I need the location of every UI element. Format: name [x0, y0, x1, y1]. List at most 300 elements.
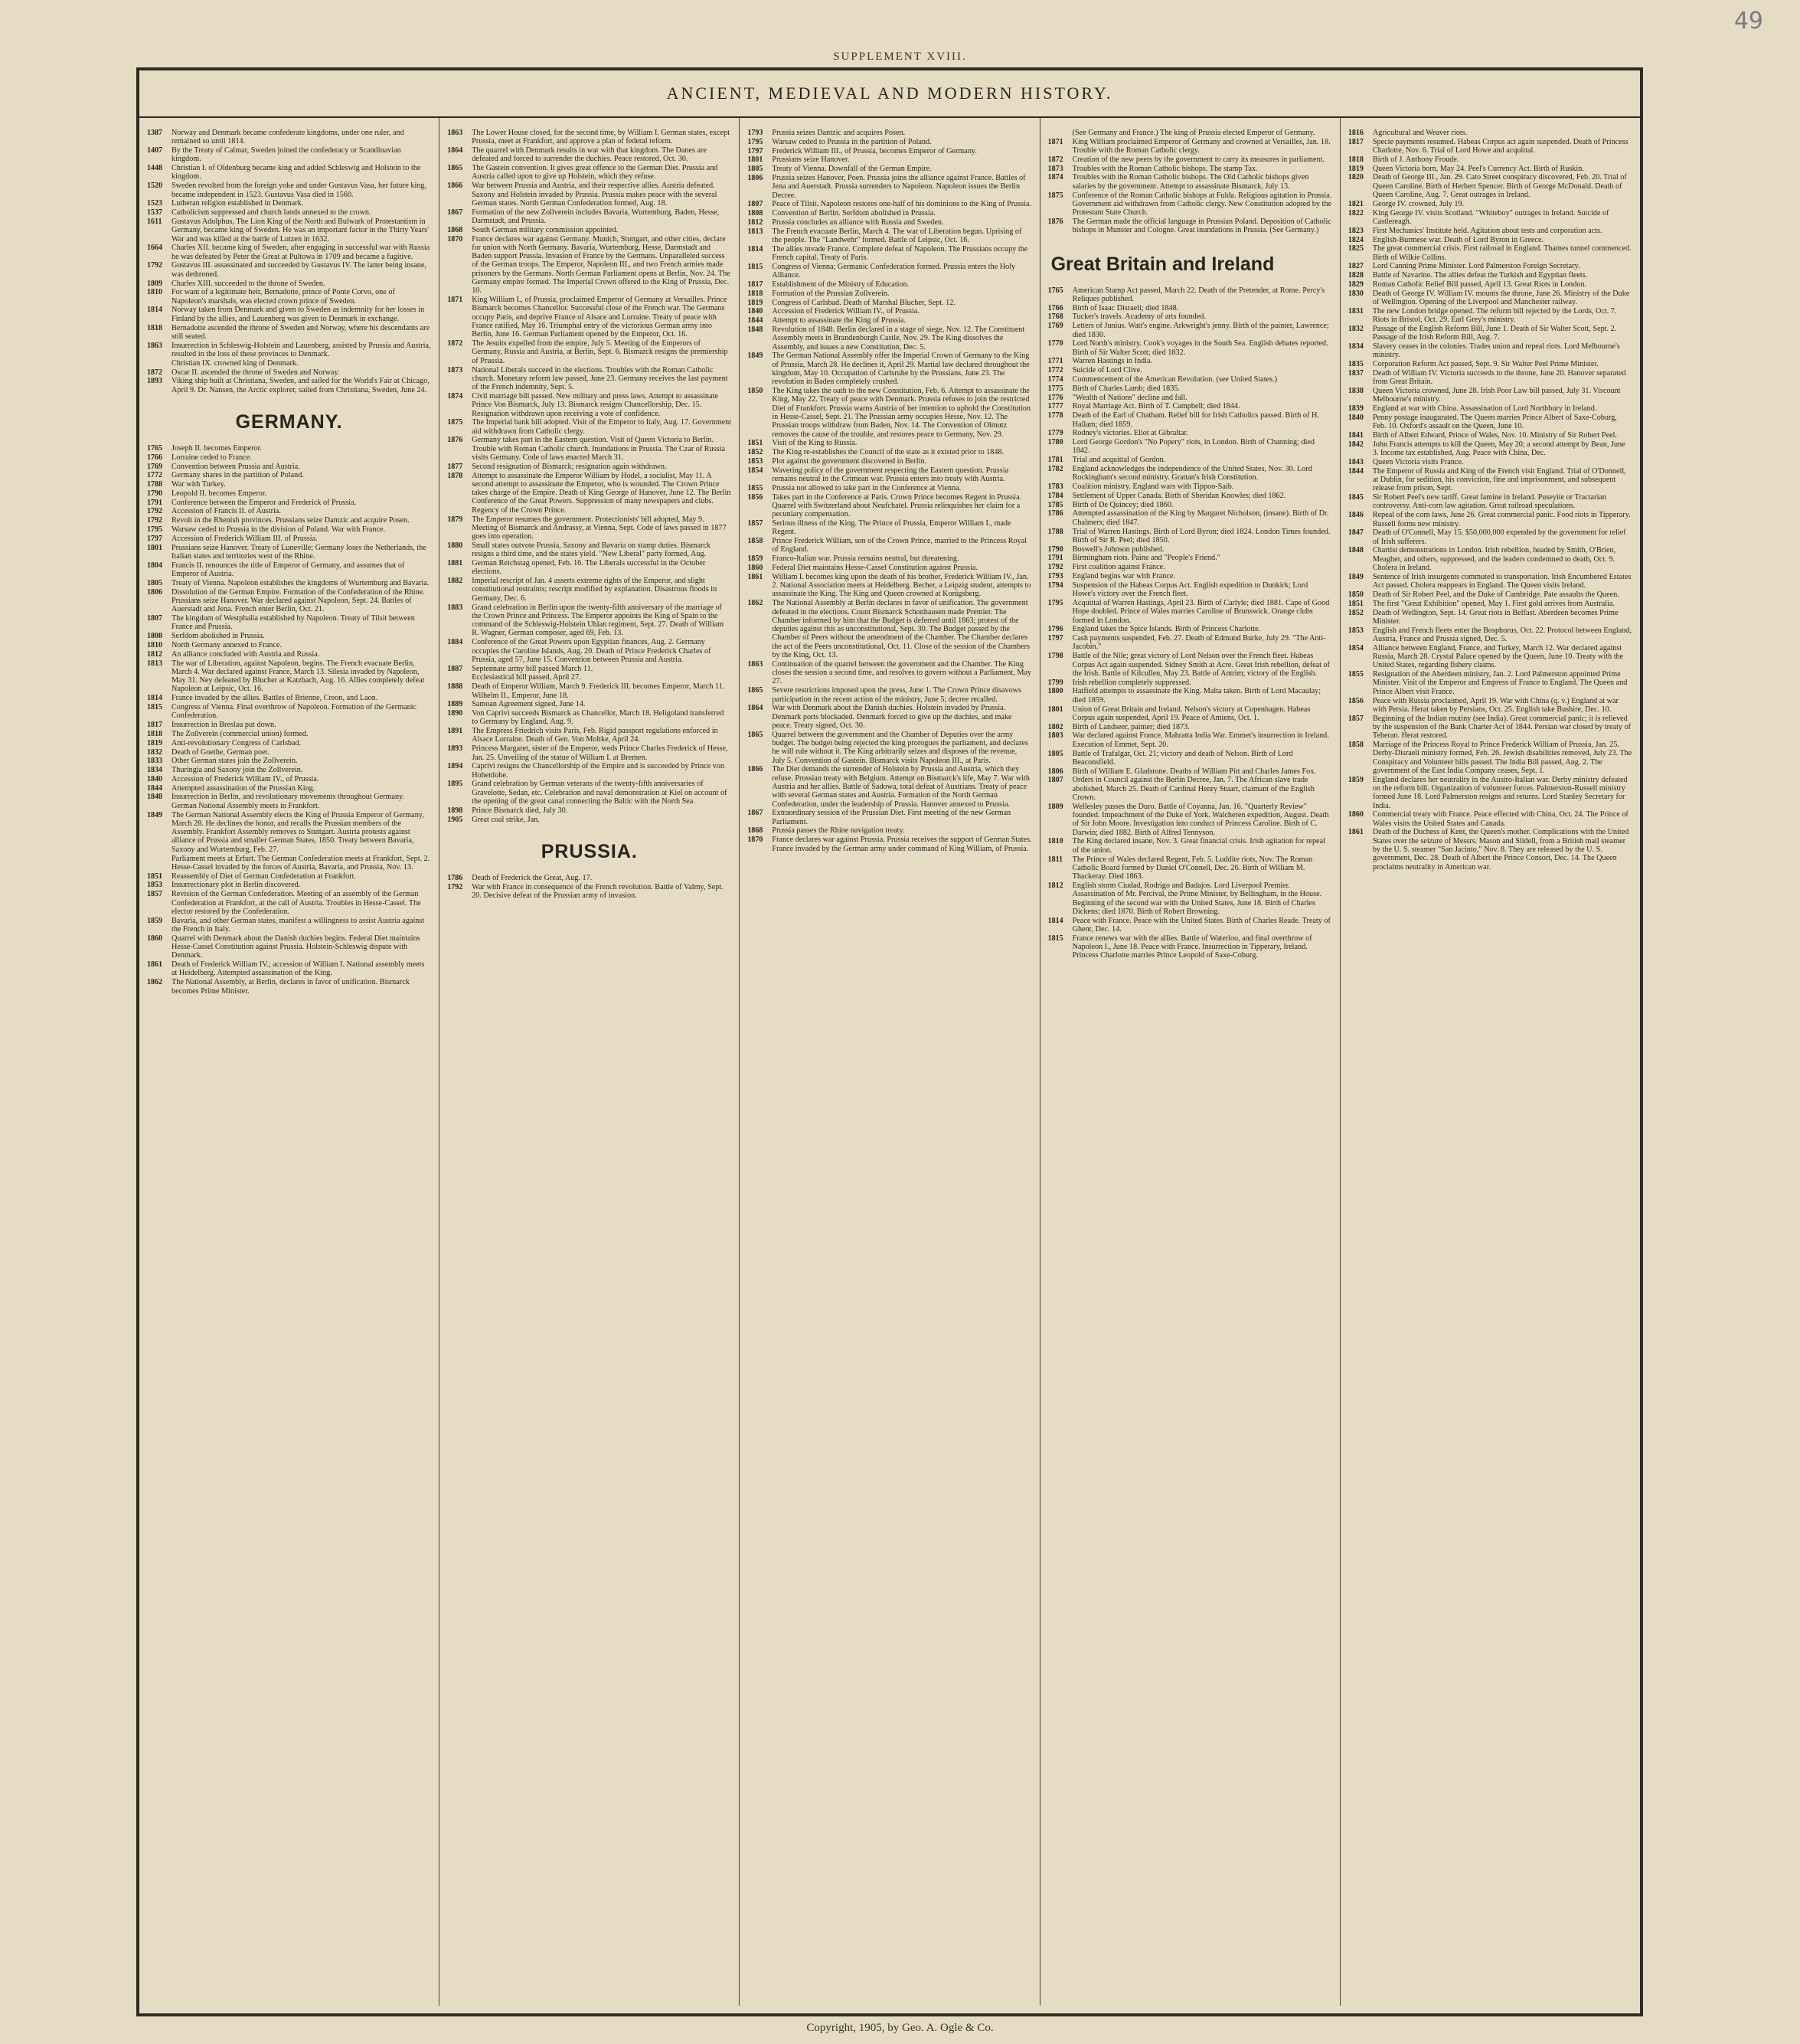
- history-entry: [747, 836, 1031, 853]
- entry-year: 1850: [1348, 590, 1364, 599]
- history-entry: [147, 917, 431, 934]
- history-entry: [447, 816, 731, 824]
- history-entry: [1048, 322, 1332, 339]
- entry-year: 1872: [447, 339, 463, 348]
- entry-text: England at war with China. Assassination of Lord Northbury in Ireland.: [1372, 404, 1597, 414]
- entry-year: 1810: [1047, 837, 1063, 846]
- history-entry: [147, 507, 431, 515]
- history-entry: [747, 245, 1031, 263]
- history-entry: [1048, 357, 1332, 365]
- entry-text: The new London bridge opened. The reform bill rejected by the Lords, Oct. 7. Riots in Bristol, Oct. 29. Earl Grey's ministry.: [1372, 306, 1617, 325]
- history-entry: [1048, 528, 1332, 545]
- history-entry: [747, 809, 1031, 826]
- entry-text: Accession of Francis II. of Austria.: [172, 507, 281, 516]
- entry-year: 1876: [1047, 217, 1063, 226]
- entry-year: 1797: [747, 146, 763, 155]
- history-entry: [147, 748, 431, 757]
- entry-text: The German National Assembly offer the Imperial Crown of Germany to the King of Prussia, March 28. He declines it, April 29. Martial law declared throughout the kingdom, May 10. Occupation of Carlsruhe by the Prussians, June 23. The revolution in Baden completely crushed.: [772, 352, 1030, 387]
- entry-text: Treaty of Vienna. Downfall of the German Empire.: [772, 165, 932, 174]
- history-entry: [147, 721, 431, 729]
- entry-year: 1796: [1047, 625, 1063, 634]
- history-entry: [747, 493, 1031, 519]
- entry-text: Repeal of the corn laws, June 26. Great commercial panic. Food riots in Tipperary. Russell forms new ministry.: [1372, 511, 1631, 528]
- entry-text: The National Assembly at Berlin declares in favor of unification. The government defeated in the elections. Count Bismarck Schonhausen made Premier. The Chamber informed by him that the Budget is deferred until 1863; protest of the deputies against this as unconstitutional, Sept. 30. The Budget passed by the Chamber of Peers without the amendment of the Chamber. The Chamber declares the act of the Peers unconstitutional, Oct. 11. Close of the session of the Chambers by the King, Oct. 13.: [772, 599, 1030, 660]
- entry-text: Frederick William III., of Prussia, becomes Emperor of Germany.: [772, 146, 977, 155]
- entry-year: 1771: [1047, 357, 1063, 366]
- entry-year: 1520: [147, 182, 162, 191]
- entry-text: Peace with France. Peace with the United States. Birth of Charles Reade. Treaty of Ghent, Dec. 14.: [1072, 916, 1331, 934]
- history-entry: [747, 484, 1031, 492]
- history-entry: [1048, 173, 1332, 191]
- entry-year: 1800: [1047, 687, 1063, 696]
- entry-text: Letters of Junius. Watt's engine. Arkwright's jenny. Birth of the painter, Lawrence; died 1830.: [1072, 322, 1329, 339]
- entry-text: Cash payments suspended, Feb. 27. Death of Edmund Burke, July 29. "The Anti-Jacobin.": [1072, 634, 1326, 652]
- entry-year: 1875: [447, 418, 463, 427]
- entry-year: 1858: [1348, 740, 1364, 749]
- entry-text: Revision of the German Confederation. Meeting of an assembly of the German Confederation at Frankfort, at the call of Austria. Troubles in Hesse-Cassel. The elector restored by the Confederation.: [172, 890, 421, 916]
- entry-text: Irish rebellion completely suppressed.: [1072, 678, 1191, 687]
- history-entry: [1048, 581, 1332, 599]
- entry-year: 1868: [447, 225, 463, 234]
- entry-text: Queen Victoria born, May 24. Peel's Currency Act. Birth of Ruskin.: [1372, 164, 1584, 173]
- entry-year: 1803: [1047, 731, 1063, 741]
- entry-text: Warren Hastings in India.: [1072, 357, 1153, 366]
- entry-text: Sentence of Irish insurgents commuted to transportation. Irish Encumbered Estates Act passed. Cholera reappears in England. The Queen visits Ireland.: [1372, 572, 1632, 590]
- entry-text: Queen Victoria visits France.: [1372, 457, 1464, 466]
- entry-year: 1819: [147, 738, 162, 747]
- entry-year: 1817: [147, 721, 162, 730]
- entry-year: 1849: [1348, 572, 1364, 581]
- entry-text: Death of the Earl of Chatham. Relief bill for Irish Catholics passed. Birth of H. Hallam; died 1859.: [1072, 411, 1319, 429]
- entry-text: Agricultural and Weaver riots.: [1372, 129, 1468, 137]
- entry-text: War declared against France. Mahratta India War. Emmet's insurrection in Ireland. Execution of Emmet, Sept. 20.: [1072, 731, 1329, 749]
- columns-container: [139, 118, 1640, 2006]
- entry-text: The King declared insane, Nov. 3. Great financial crisis. Irish agitation for repeal of the union.: [1072, 837, 1325, 855]
- entry-year: 1806: [747, 173, 763, 182]
- entry-year: 1894: [447, 762, 463, 771]
- entry-year: 1795: [747, 137, 763, 146]
- entry-text: For want of a legitimate heir, Bernadotte, prince of Ponte Corvo, one of Napoleon's marshals, was elected crown prince of Sweden.: [172, 288, 395, 306]
- entry-text: Suicide of Lord Clive.: [1072, 366, 1142, 375]
- entry-year: 1866: [447, 182, 463, 191]
- history-entry: [1348, 644, 1632, 670]
- entry-year: 1795: [147, 525, 162, 535]
- entry-year: 1841: [1348, 431, 1364, 440]
- history-entry: [747, 289, 1031, 298]
- history-entry: [1048, 402, 1332, 410]
- entry-text: Small states outvote Prussia, Saxony and Bavaria on stamp duties. Bismarck resigns a third time, and the states yield. "New Liberal" party formed, Aug.: [472, 541, 711, 559]
- entry-text: War between Prussia and Austria, and their respective allies. Austria defeated. Saxony and Holstein invaded by Prussia. Prussia makes peace with the several German states. North German Confederation formed, Aug. 18.: [472, 182, 717, 208]
- history-entry: [1348, 307, 1632, 325]
- entry-text: Peace with Russia proclaimed, April 19. War with China (q. v.) England at war with Persia. Herat taken by Persians, Oct. 25. English take Bushire, Dec. 10.: [1372, 696, 1619, 714]
- entry-year: 1786: [1047, 509, 1063, 518]
- entry-year: 1859: [147, 916, 162, 925]
- entry-text: Lutheran religion established in Denmark.: [172, 199, 304, 208]
- entry-year: 1859: [1348, 775, 1364, 784]
- supplement-label: SUPPLEMENT XVIII.: [833, 51, 967, 63]
- entry-year: 1834: [147, 766, 162, 775]
- entry-text: Other German states join the Zollverein.: [172, 757, 298, 766]
- entry-year: 1774: [1047, 375, 1063, 384]
- entry-year: 1814: [147, 306, 162, 315]
- entry-year: 1780: [1047, 438, 1063, 447]
- entry-text: Joseph II. becomes Emperor.: [172, 443, 262, 453]
- entry-year: 1857: [1348, 714, 1364, 723]
- entry-year: 1872: [1047, 155, 1063, 164]
- entry-year: [147, 855, 172, 872]
- entry-year: 1861: [1348, 828, 1364, 837]
- entry-year: 1818: [147, 323, 162, 332]
- entry-year: 1772: [1047, 366, 1063, 375]
- entry-year: [447, 673, 472, 682]
- history-entry: [747, 316, 1031, 325]
- entry-text: Quarrel with Denmark about the Danish duchies begins. Federal Diet maintains Hesse-Cassel Constitution against Prussia. Holstein-Schleswig dispute with Denmark.: [172, 934, 420, 960]
- history-entry: [1348, 810, 1632, 828]
- entry-text: Revolution of 1848. Berlin declared in a stage of siege, Nov. 12. The Constituent Assembly meets in Brandenburgh Castle, Nov. 29. The King dissolves the Assembly, and issues a new Constitution, Dec. 5.: [772, 325, 1025, 352]
- history-entry: [1348, 431, 1632, 440]
- entry-year: 1862: [747, 599, 763, 608]
- entry-text: Death of the Duchess of Kent, the Queen's mother. Complications with the United States over the seizure of Messrs. Mason and Slidell, from a British mail steamer by the U. S. steamer "San Jacinto," Nov. 8. They are released by the U. S. government, Dec. 28. Death of Albert the Prince Consort, Dec. 14. The Queen proclaims neutrality in American war.: [1372, 828, 1629, 872]
- entry-text: The kingdom of Westphalia established by Napoleon. Treaty of Tilsit between France and Prussia.: [172, 614, 415, 632]
- history-entry: [747, 554, 1031, 563]
- entry-year: 1867: [747, 809, 763, 818]
- history-entry: [147, 516, 431, 525]
- entry-text: Death of Wellington, Sept. 14. Great riots in Belfast. Aberdeen becomes Prime Minister.: [1372, 608, 1619, 626]
- history-entry: [147, 855, 431, 872]
- entry-text: Germany shares in the partition of Poland.: [172, 471, 304, 480]
- history-entry: [1048, 687, 1332, 705]
- entry-year: 1889: [447, 700, 463, 709]
- entry-text: North Germany annexed to France.: [172, 640, 282, 649]
- history-entry: [1048, 572, 1332, 580]
- entry-year: [1048, 129, 1073, 137]
- entry-text: Catholicism suppressed and church lands annexed to the crown.: [172, 208, 371, 217]
- entry-year: 1772: [147, 471, 162, 480]
- entry-year: 1853: [747, 456, 763, 466]
- history-entry: [147, 359, 431, 368]
- entry-text: Prince Frederick William, son of the Crown Prince, married to the Princess Royal of England.: [772, 537, 1027, 554]
- entry-text: Lord Canning Prime Minister. Lord Palmerston Foreign Secretary.: [1372, 262, 1580, 271]
- entry-year: 1799: [1047, 678, 1063, 687]
- entry-text: Lorraine ceded to France.: [172, 453, 252, 462]
- entry-year: 1852: [747, 448, 763, 457]
- entry-year: 1775: [1047, 384, 1063, 393]
- history-entry: [147, 288, 431, 306]
- history-entry: [447, 665, 731, 673]
- entry-text: Convention between Prussia and Austria.: [172, 462, 300, 471]
- entry-year: 1834: [1348, 342, 1364, 352]
- history-entry: [147, 632, 431, 640]
- entry-text: Orders in Council against the Berlin Decree, Jan. 7. The African slave trade abolished, March 25. Death of Cardinal Henry Stuart, claimant of the English Crown.: [1072, 776, 1315, 802]
- entry-year: 1802: [1047, 722, 1063, 731]
- entry-text: Gustavus Adolphus, The Lion King of the North and Bulwark of Protestantism in Germany, became king of Sweden. He was an important factor in the Thirty Years' War and was killed at the battle of Lutzen in 1632.: [172, 217, 429, 244]
- entry-text: Federal Diet maintains Hesse-Cassel Constitution against Prussia.: [772, 564, 978, 573]
- history-entry: [747, 660, 1031, 686]
- history-entry: [1048, 191, 1332, 217]
- entry-text: Peace of Tilsit. Napoleon restores one-half of his dominions to the King of Prussia.: [772, 200, 1032, 209]
- entry-year: 1813: [747, 227, 763, 236]
- entry-year: 1792: [147, 516, 162, 525]
- entry-year: 1809: [1047, 802, 1063, 811]
- entry-year: 1791: [147, 498, 162, 507]
- history-entry: [147, 650, 431, 659]
- history-entry: [747, 129, 1031, 137]
- entry-text: Attempt to assassinate the Emperor William by Hodel, a socialist, May 11. A second attempt to assassinate the Emperor, who is wounded. The Crown Prince takes charge of the Empire. Death of King George of Hanover, June 12. The Berlin Conference of the Great Powers. Suppression of many newspapers and clubs. Regency of the Crown Prince.: [472, 471, 731, 515]
- history-entry: [147, 641, 431, 649]
- history-entry: [147, 978, 431, 996]
- entry-text: King William proclaimed Emperor of Germany and crowned at Versailles, Jan. 18. Trouble with the Roman Catholic clergy.: [1072, 137, 1331, 155]
- entry-text: Congress of Carlsbad. Death of Marshal Blucher, Sept. 12.: [772, 298, 956, 307]
- entry-year: 1769: [1047, 322, 1063, 331]
- history-entry: [747, 263, 1031, 280]
- history-entry: [1348, 670, 1632, 696]
- entry-year: 1866: [747, 765, 763, 774]
- entry-text: Prince Bismarck died, July 30.: [472, 806, 568, 815]
- history-entry: [1048, 599, 1332, 625]
- entry-text: The quarrel with Denmark results in war with that kingdom. The Danes are defeated and forced to surrender the duchies. Peace restored, Oct. 30.: [472, 146, 707, 164]
- history-entry: [1048, 652, 1332, 678]
- history-entry: [1348, 236, 1632, 244]
- entry-year: 1448: [147, 164, 162, 173]
- entry-text: Viking ship built at Christiana, Sweden, and sailed for the World's Fair at Chicago, April 9. Dr. Nansen, the Arctic explorer, sailed from Christiana, Sweden, June 24.: [172, 377, 430, 394]
- entry-text: Ecclesiastical bill passed, April 27.: [472, 673, 581, 682]
- entry-year: 1833: [147, 757, 162, 766]
- entry-year: 1861: [747, 572, 763, 581]
- entry-text: The Empress Friedrich visits Paris, Feb. Rigid passport regulations enforced in Alsace Lorraine. Death of Gen. Von Moltke, April 24.: [472, 727, 718, 744]
- entry-text: Roman Catholic Relief Bill passed, April 13. Great Riots in London.: [1372, 280, 1587, 289]
- entry-text: The German made the official language in Prussian Poland. Deposition of Catholic bishops in Munster and Cologne. Great inundations in Prussia. (See Germany.): [1072, 217, 1331, 235]
- entry-year: 1857: [147, 890, 162, 899]
- entry-text: Grand celebration by German veterans of the twenty-fifth anniversaries of Gravelotte, Sedan, etc. Celebration and naval demonstration at Kiel on account of the opening of the great canal connecting the Baltic with the North Sea.: [472, 780, 727, 806]
- entry-year: 1860: [1348, 810, 1364, 819]
- entry-year: 1795: [1047, 598, 1063, 607]
- entry-text: Queen Victoria crowned, June 28. Irish Poor Law bill passed, July 31. Viscount Melbourne's ministry.: [1372, 387, 1621, 404]
- history-entry: [1348, 325, 1632, 342]
- history-entry: [747, 448, 1031, 456]
- entry-text: Birth of Charles Lamb; died 1835.: [1072, 384, 1180, 393]
- entry-year: 1790: [1047, 545, 1063, 554]
- history-entry: [1348, 138, 1632, 155]
- history-entry: [147, 659, 431, 694]
- entry-year: 1898: [447, 806, 463, 815]
- entry-text: The Emperor of Russia and King of the French visit England. Trial of O'Donnell, at Dublin, for sedition, his conviction, fine and imprisonment, and subsequent release from prison, Sept.: [1372, 466, 1626, 493]
- entry-year: 1786: [447, 873, 463, 882]
- history-entry: [1348, 467, 1632, 493]
- entry-year: 1890: [447, 709, 463, 718]
- entry-text: Attempt to assassinate the King of Prussia.: [772, 316, 906, 325]
- entry-year: 1893: [447, 744, 463, 754]
- history-entry: [147, 306, 431, 323]
- history-entry: [1348, 360, 1632, 368]
- history-entry: [147, 525, 431, 534]
- entry-year: 1867: [447, 208, 463, 217]
- entry-year: 1887: [447, 664, 463, 673]
- history-entry: [147, 890, 431, 916]
- entry-year: 1809: [147, 279, 162, 288]
- history-entry: [1048, 545, 1332, 554]
- entry-year: 1819: [747, 298, 763, 307]
- entry-text: German Reichstag opened, Feb. 16. The Liberals successful in the October elections.: [472, 559, 706, 577]
- history-entry: [1348, 155, 1632, 164]
- history-entry: [1348, 200, 1632, 208]
- history-entry: [147, 934, 431, 960]
- history-entry: [447, 296, 731, 338]
- history-entry: [1048, 837, 1332, 855]
- history-entry: [447, 392, 731, 418]
- history-entry: [1348, 697, 1632, 715]
- entry-text: Continuation of the quarrel between the government and the Chamber. The King closes the session a second time, and resolves to govern without a Parliament, May 27.: [772, 659, 1032, 686]
- history-entry: [447, 762, 731, 780]
- history-entry: [747, 325, 1031, 352]
- entry-text: By the Treaty of Calmar, Sweden joined the confederacy or Scandinavian kingdom.: [172, 146, 401, 164]
- history-entry: [147, 811, 431, 854]
- entry-text: Extraordinary session of the Prussian Diet. First meeting of the new German Parliament.: [772, 809, 1011, 826]
- history-entry: [147, 480, 431, 489]
- history-entry: [1348, 342, 1632, 360]
- entry-text: Christian I. of Oldenburg became king and added Schleswig and Holstein to the kingdom.: [172, 164, 421, 182]
- history-entry: [1048, 138, 1332, 155]
- entry-text: Wellesley passes the Duro. Battle of Coyanna, Jan. 16. "Quarterly Review" founded. Impeachment of the Duke of York. Walcheren expedition, August. Death of Sir John Moore. Investigation into conduct of Princess Caroline. Birth of C. Darwin; died 1882. Birth of Alfred Tennyson.: [1072, 802, 1329, 837]
- history-entry: [1048, 394, 1332, 402]
- entry-year: 1844: [1348, 466, 1364, 476]
- history-entry: [147, 757, 431, 765]
- section-title: Great Britain and Ireland: [1050, 253, 1275, 275]
- entry-year: 1801: [147, 543, 162, 552]
- entry-year: 1858: [747, 537, 763, 546]
- history-entry: [147, 261, 431, 279]
- entry-text: The first "Great Exhibition" opened, May 1. First gold arrives from Australia.: [1372, 599, 1615, 608]
- history-entry: [447, 182, 731, 208]
- entry-year: 1812: [1047, 881, 1063, 890]
- history-entry: [1348, 244, 1632, 262]
- entry-text: The French evacuate Berlin, March 4. The war of Liberation begun. Uprising of the people. The "Landwehr" formed. Battle of Leipsic, Oct. 16.: [772, 227, 1022, 245]
- history-entry: [1048, 286, 1332, 304]
- entry-year: 1828: [1348, 271, 1364, 280]
- entry-text: Birth of Albert Edward, Prince of Wales, Nov. 10. Ministry of Sir Robert Peel.: [1372, 431, 1617, 440]
- history-entry: [1348, 289, 1632, 307]
- entry-year: 1847: [1348, 528, 1364, 538]
- entry-year: 1857: [747, 519, 763, 528]
- history-entry: [447, 146, 731, 164]
- entry-text: Serfdom abolished in Prussia.: [172, 632, 265, 641]
- entry-year: 1805: [147, 578, 162, 587]
- entry-year: 1814: [147, 694, 162, 703]
- history-entry: [147, 217, 431, 244]
- history-entry: [1348, 414, 1632, 431]
- history-entry: [147, 129, 431, 146]
- entry-text: Royal Marriage Act. Birth of T. Campbell; died 1844.: [1072, 402, 1240, 411]
- entry-year: 1842: [1348, 440, 1364, 449]
- entry-text: England acknowledges the independence of the United States, Nov. 30. Lord Rockingham's second ministry. Grattan's Irish Constitution.: [1072, 465, 1312, 482]
- history-entry: [1348, 715, 1632, 741]
- entry-year: 1873: [447, 365, 463, 374]
- entry-text: Attempted assassination of the King by Margaret Nicholson, (insane). Birth of Dr. Chalmers; died 1847.: [1072, 509, 1329, 527]
- section-title: PRUSSIA.: [541, 840, 638, 862]
- entry-text: National Liberals succeed in the elections. Troubles with the Roman Catholic church. Monetary reform law passed, June 23. Germany receives the last payment of the French indemnity, Sept. 5.: [472, 365, 728, 392]
- entry-year: 1871: [447, 296, 463, 305]
- history-entry: [147, 535, 431, 543]
- history-column-5: [1341, 118, 1640, 2006]
- entry-year: 1815: [747, 262, 763, 271]
- entry-text: John Francis attempts to kill the Queen, May 20; a second attempt by Bean, June 3. Income tax established, Aug. Peace with China, Dec.: [1372, 440, 1625, 458]
- history-entry: [1048, 411, 1332, 429]
- entry-year: 1804: [147, 561, 162, 570]
- entry-year: 1854: [747, 466, 763, 475]
- history-entry: [147, 146, 431, 164]
- entry-year: 1888: [447, 682, 463, 692]
- entry-text: Passage of the English Reform Bill, June 1. Death of Sir Walter Scott, Sept. 2. Passage of the Irish Reform Bill, Aug. 7.: [1372, 325, 1617, 342]
- history-entry: [747, 573, 1031, 599]
- entry-year: 1766: [1047, 303, 1063, 312]
- history-entry: [1048, 881, 1332, 916]
- entry-text: Corporation Reform Act passed, Sept. 9. Sir Walter Peel Prime Minister.: [1372, 360, 1599, 369]
- history-entry: [147, 730, 431, 738]
- entry-text: Treaty of Vienna. Napoleon establishes the kingdoms of Wurtemburg and Bavaria.: [172, 578, 430, 587]
- entry-text: Sweden revolted from the foreign yoke and under Gustavus Vasa, her future king, became independent in 1523. Gustavus Vasa died in 1560.: [172, 182, 427, 199]
- entry-text: Warsaw ceded to Prussia in the partition of Poland.: [772, 137, 932, 146]
- history-entry: [1348, 227, 1632, 235]
- entry-year: 1768: [1047, 312, 1063, 322]
- history-entry: [147, 324, 431, 342]
- entry-year: 1765: [147, 443, 162, 453]
- history-entry: [1348, 387, 1632, 404]
- history-entry: [1348, 262, 1632, 270]
- entry-year: 1792: [447, 882, 463, 891]
- entry-text: Charles XII. became king of Sweden, after engaging in successful war with Russia he was defeated by Peter the Great at Pultowa in 1709 and became a fugitive.: [172, 244, 430, 261]
- entry-text: The war of Liberation, against Napoleon, begins. The French evacuate Berlin, March 4. War declared against France, March 13. Silesia invaded by Napoleon, May 31. Ney defeated by Blucher at Katzbach, Aug. 16. Allies completely defeat Napoleon at Leipsic, Oct. 16.: [172, 659, 425, 694]
- history-entry: [1348, 528, 1632, 546]
- entry-text: The Emperor resumes the government. Protectionists' bill adopted, May 9. Meeting of Bismarck and Andrassy, at Vienna, Sept. Code of laws passed in 1877 goes into operation.: [472, 515, 727, 541]
- history-entry: [147, 342, 431, 359]
- entry-text: Death of Sir Robert Peel, and the Duke of Cambridge. Pate assaults the Queen.: [1372, 590, 1619, 599]
- entry-text: Rodney's victories. Eliot at Gibraltar.: [1072, 429, 1188, 438]
- entry-text: Sir Robert Peel's new tariff. Great famine in Ireland. Puseyite or Tractarian controversy. Anti-corn law agitation. Great railroad speculations.: [1372, 493, 1607, 511]
- entry-text: English-Burmese war. Death of Lord Byron in Greece.: [1372, 235, 1544, 244]
- entry-year: 1874: [1047, 173, 1063, 182]
- history-entry: [147, 244, 431, 261]
- history-entry: [1348, 271, 1632, 280]
- entry-year: 1881: [447, 559, 463, 568]
- history-column-3: [740, 118, 1040, 2006]
- entry-year: 1523: [147, 199, 162, 208]
- entry-year: 1865: [747, 730, 763, 739]
- entry-year: 1827: [1348, 262, 1364, 271]
- history-entry: [1348, 493, 1632, 511]
- entry-text: Norway and Denmark became confederate kingdoms, under one ruler, and remained so until 1814.: [172, 129, 404, 146]
- entry-text: Boswell's Johnson published.: [1072, 545, 1165, 554]
- entry-text: Battle of the Nile; great victory of Lord Nelson over the French fleet. Habeas Corpus Act again suspended. Sidney Smith at Acre. Great Irish rebellion, defeat of the Irish. Battle of Kilcullen, May 23. Battle of Antrim; victory of the English.: [1072, 652, 1330, 678]
- entry-text: Commencement of the American Revolution. (see United States.): [1072, 375, 1277, 384]
- history-entry: [1048, 934, 1332, 960]
- entry-year: 1891: [447, 727, 463, 736]
- entry-text: Death of George III., Jan. 29. Cato Street conspiracy discovered, Feb. 20. Trial of Queen Caroline. Birth of Herbert Spencer. Birth of George McDonald. Death of Queen Caroline, Aug. 7. Great outrages in Ireland.: [1372, 173, 1627, 200]
- history-entry: [747, 457, 1031, 466]
- entry-year: 1781: [1047, 456, 1063, 465]
- entry-text: War with France in consequence of the French revolution. Battle of Valmy, Sept. 20. Decisive defeat of the Prussian army of invasion.: [472, 882, 724, 901]
- entry-year: 1832: [147, 747, 162, 757]
- entry-text: Prussians seize Hanover.: [772, 155, 850, 165]
- entry-year: 1788: [1047, 527, 1063, 536]
- history-entry: [747, 731, 1031, 765]
- history-entry: [447, 559, 731, 577]
- entry-text: Formation of the Prussian Zollverein.: [772, 289, 890, 298]
- entry-text: Gustavus III. assassinated and succeeded by Gustavus IV. The latter being insane, was dethroned.: [172, 261, 426, 279]
- history-entry: [747, 227, 1031, 245]
- entry-text: Convention of Berlin. Serfdom abolished in Prussia.: [772, 209, 936, 218]
- entry-year: 1777: [1047, 402, 1063, 411]
- entry-year: 1818: [1348, 155, 1364, 164]
- entry-year: [147, 359, 172, 368]
